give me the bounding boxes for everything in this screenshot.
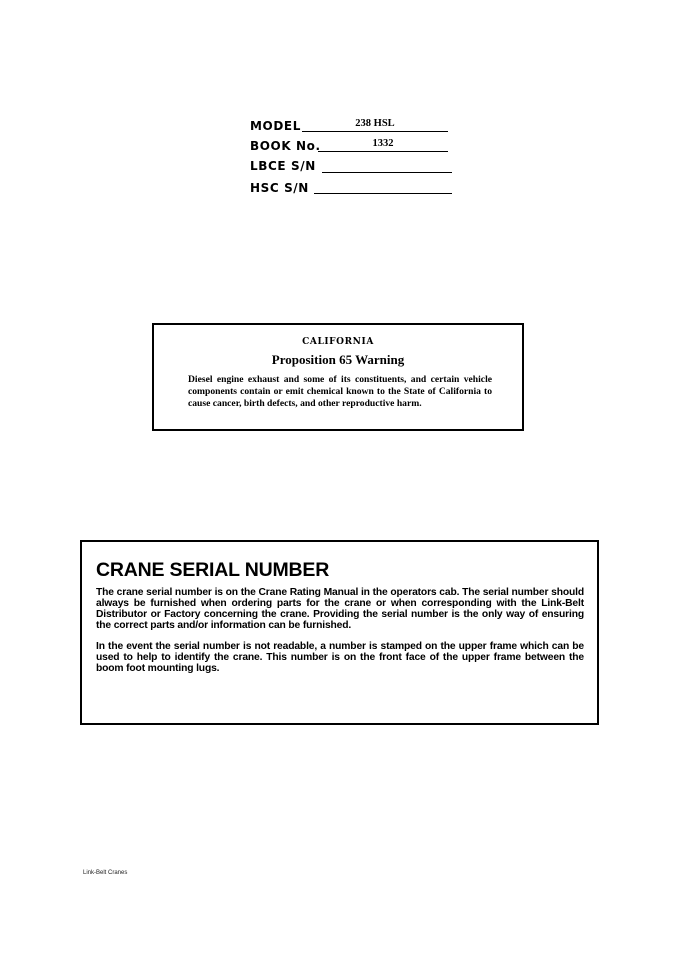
- crane-serial-paragraph-2: In the event the serial number is not readable, a number is stamped on the upper frame which can be used to help to identify the crane. This number is on the front face of the upper frame between the boom foot mounting lugs.: [96, 641, 584, 674]
- hsc-label: HSC S/N: [250, 181, 309, 195]
- book-row: [250, 138, 321, 154]
- crane-serial-title: CRANE SERIAL NUMBER: [96, 559, 330, 581]
- book-value: 1332: [318, 137, 448, 152]
- model-value: 238 HSL: [302, 117, 448, 132]
- crane-serial-box: [80, 540, 599, 725]
- hsc-row: [250, 180, 309, 196]
- lbce-row: [250, 158, 316, 174]
- hsc-value: [314, 179, 452, 194]
- model-row: [250, 118, 301, 134]
- footer-text: Link-Belt Cranes: [83, 870, 128, 876]
- proposition-65-title: Proposition 65 Warning: [271, 352, 405, 367]
- model-label: MODEL: [250, 119, 301, 133]
- california-warning-box: [152, 323, 524, 431]
- crane-serial-paragraph-1: The crane serial number is on the Crane Rating Manual in the operators cab. The serial number should always be furnished when ordering parts for the crane or when corresponding with the Link-Belt Distributor or Factory concerning the crane. Providing the serial number is the only way of ensuring the correct parts and/or information can be furnished.: [96, 587, 584, 631]
- book-label: BOOK No.: [250, 139, 321, 153]
- lbce-label: LBCE S/N: [250, 159, 316, 173]
- california-heading: CALIFORNIA: [302, 337, 374, 347]
- proposition-65-text: Diesel engine exhaust and some of its constituents, and certain vehicle components contain or emit chemical known to the State of California to cause cancer, birth defects, and other reproductive harm.: [188, 374, 492, 409]
- lbce-value: [322, 158, 452, 173]
